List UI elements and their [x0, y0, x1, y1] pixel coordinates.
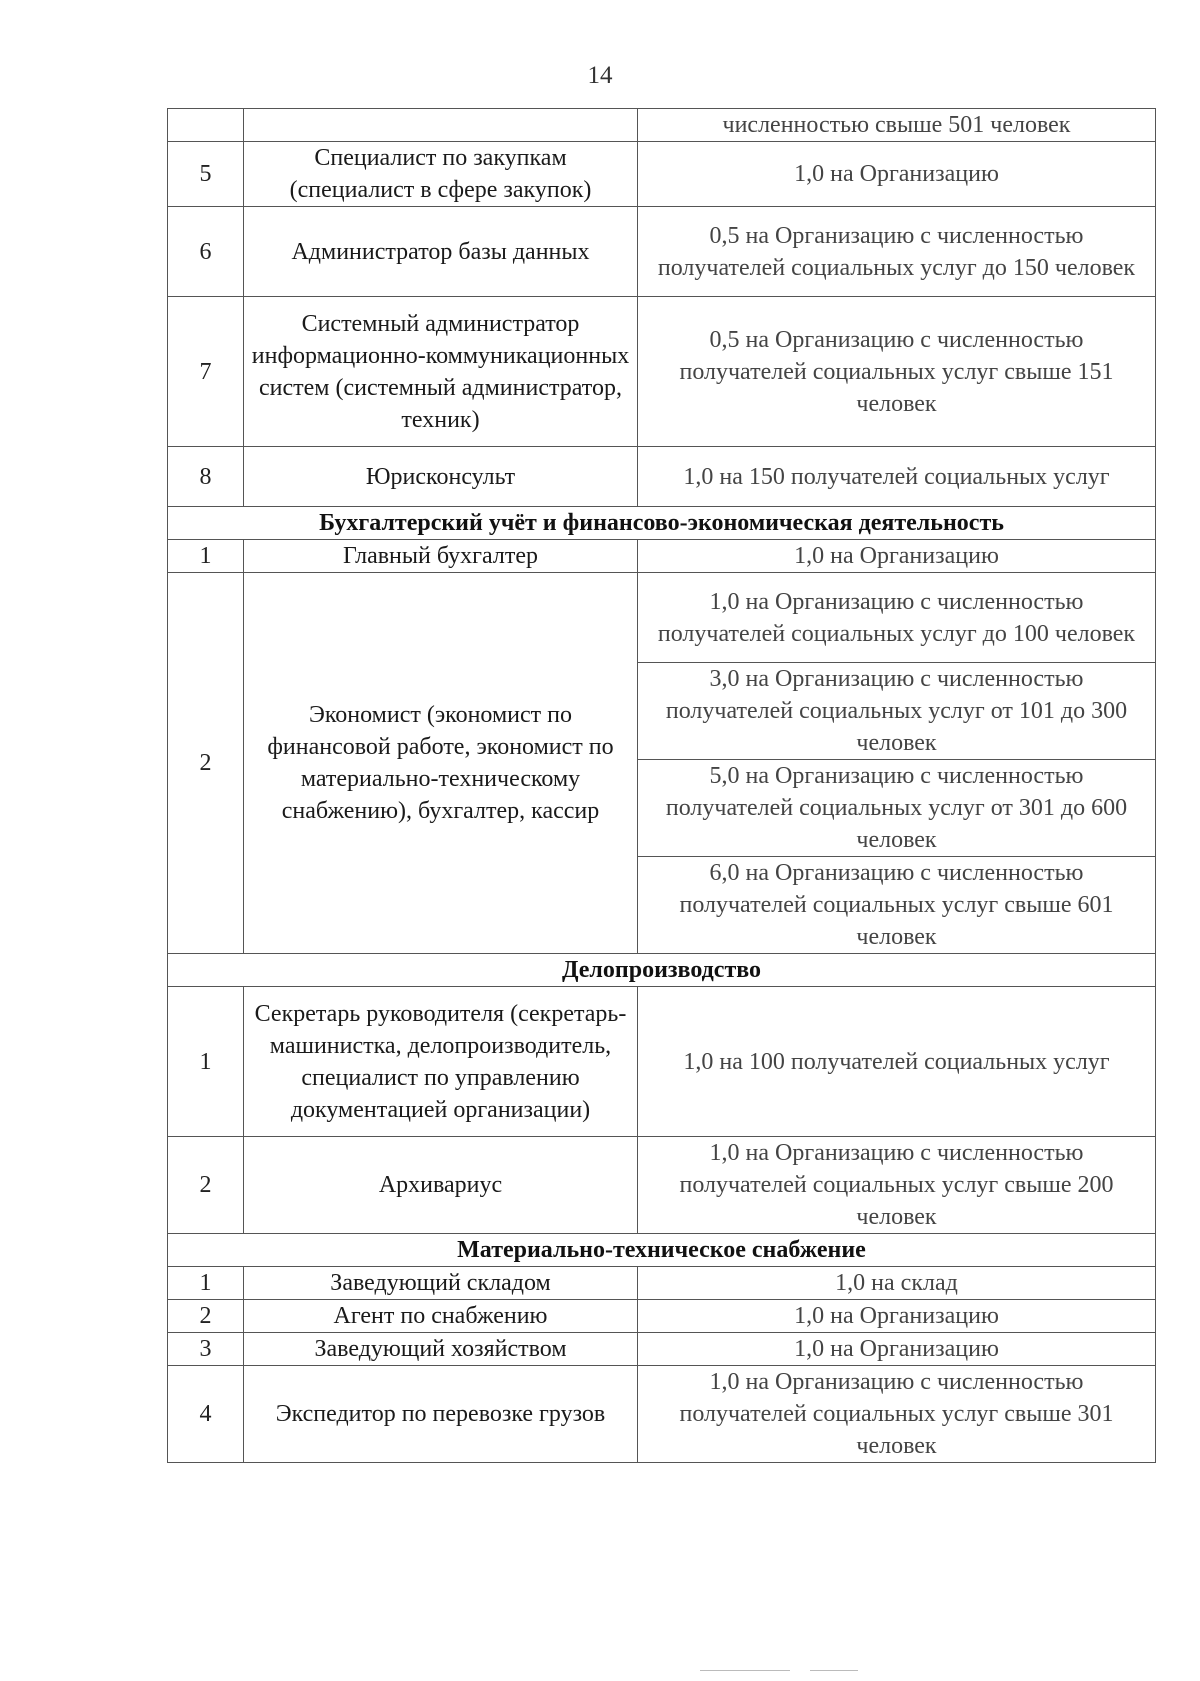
- staffing-norm: 3,0 на Организацию с численностью получателей социальных услуг от 101 до 300 человек: [638, 663, 1156, 760]
- position-title: Главный бухгалтер: [244, 540, 638, 573]
- row-number: [168, 109, 244, 142]
- table-row: [168, 1300, 1156, 1333]
- staffing-norm: 1,0 на Организацию: [638, 540, 1156, 573]
- table-body: [168, 109, 1156, 1463]
- position-title: Агент по снабжению: [244, 1300, 638, 1333]
- row-number: 6: [168, 207, 244, 297]
- section-header-row: [168, 954, 1156, 987]
- position-title: Архивариус: [244, 1137, 638, 1234]
- table-row: [168, 1267, 1156, 1300]
- row-number: 1: [168, 987, 244, 1137]
- page-number: 14: [587, 62, 613, 89]
- table-row: [168, 447, 1156, 507]
- table-row: [168, 540, 1156, 573]
- section-header-row: [168, 1234, 1156, 1267]
- row-number: 7: [168, 297, 244, 447]
- table-row: [168, 109, 1156, 142]
- table-row: [168, 1366, 1156, 1463]
- row-number: 1: [168, 1267, 244, 1300]
- position-title: Системный администратор информационно-коммуникационных систем (системный администратор, техник): [244, 297, 638, 447]
- table-row: [168, 297, 1156, 447]
- section-header-row: [168, 507, 1156, 540]
- position-title: Экспедитор по перевозке грузов: [244, 1366, 638, 1463]
- staffing-norm: 0,5 на Организацию с численностью получателей социальных услуг до 150 человек: [638, 207, 1156, 297]
- table-row: [168, 142, 1156, 207]
- staffing-norm: численностью свыше 501 человек: [638, 109, 1156, 142]
- section-title: Делопроизводство: [168, 954, 1156, 987]
- section-title: Материально-техническое снабжение: [168, 1234, 1156, 1267]
- table-row: [168, 573, 1156, 663]
- table-row: [168, 207, 1156, 297]
- position-title: Заведующий складом: [244, 1267, 638, 1300]
- table-row: [168, 987, 1156, 1137]
- row-number: 2: [168, 1137, 244, 1234]
- staffing-norm: 1,0 на Организацию: [638, 142, 1156, 207]
- position-title: [244, 109, 638, 142]
- row-number: 1: [168, 540, 244, 573]
- row-number: 2: [168, 1300, 244, 1333]
- staffing-norm: 1,0 на Организацию: [638, 1300, 1156, 1333]
- row-number: 2: [168, 573, 244, 954]
- position-title: Специалист по закупкам (специалист в сфере закупок): [244, 142, 638, 207]
- row-number: 8: [168, 447, 244, 507]
- position-title: Юрисконсульт: [244, 447, 638, 507]
- staffing-norm: 1,0 на склад: [638, 1267, 1156, 1300]
- staffing-norm: 1,0 на Организацию с численностью получателей социальных услуг до 100 человек: [638, 573, 1156, 663]
- staffing-norm: 1,0 на 150 получателей социальных услуг: [638, 447, 1156, 507]
- staffing-norm: 1,0 на Организацию с численностью получателей социальных услуг свыше 200 человек: [638, 1137, 1156, 1234]
- row-number: 3: [168, 1333, 244, 1366]
- table-row: [168, 1333, 1156, 1366]
- staffing-norm: 1,0 на 100 получателей социальных услуг: [638, 987, 1156, 1137]
- staffing-norm: 1,0 на Организацию с численностью получателей социальных услуг свыше 301 человек: [638, 1366, 1156, 1463]
- staffing-norm: 5,0 на Организацию с численностью получателей социальных услуг от 301 до 600 человек: [638, 760, 1156, 857]
- position-title: Администратор базы данных: [244, 207, 638, 297]
- position-title: Заведующий хозяйством: [244, 1333, 638, 1366]
- table-row: [168, 1137, 1156, 1234]
- row-number: 4: [168, 1366, 244, 1463]
- staffing-norm: 1,0 на Организацию: [638, 1333, 1156, 1366]
- row-number: 5: [168, 142, 244, 207]
- section-title: Бухгалтерский учёт и финансово-экономическая деятельность: [168, 507, 1156, 540]
- staffing-norm: 0,5 на Организацию с численностью получателей социальных услуг свыше 151 человек: [638, 297, 1156, 447]
- position-title: Секретарь руководителя (секретарь-машинистка, делопроизводитель, специалист по управлению документацией организации): [244, 987, 638, 1137]
- position-title: Экономист (экономист по финансовой работе, экономист по материально-техническому снабжению), бухгалтер, кассир: [244, 573, 638, 954]
- staffing-norms-table: [167, 108, 1156, 1463]
- staffing-norm: 6,0 на Организацию с численностью получателей социальных услуг свыше 601 человек: [638, 857, 1156, 954]
